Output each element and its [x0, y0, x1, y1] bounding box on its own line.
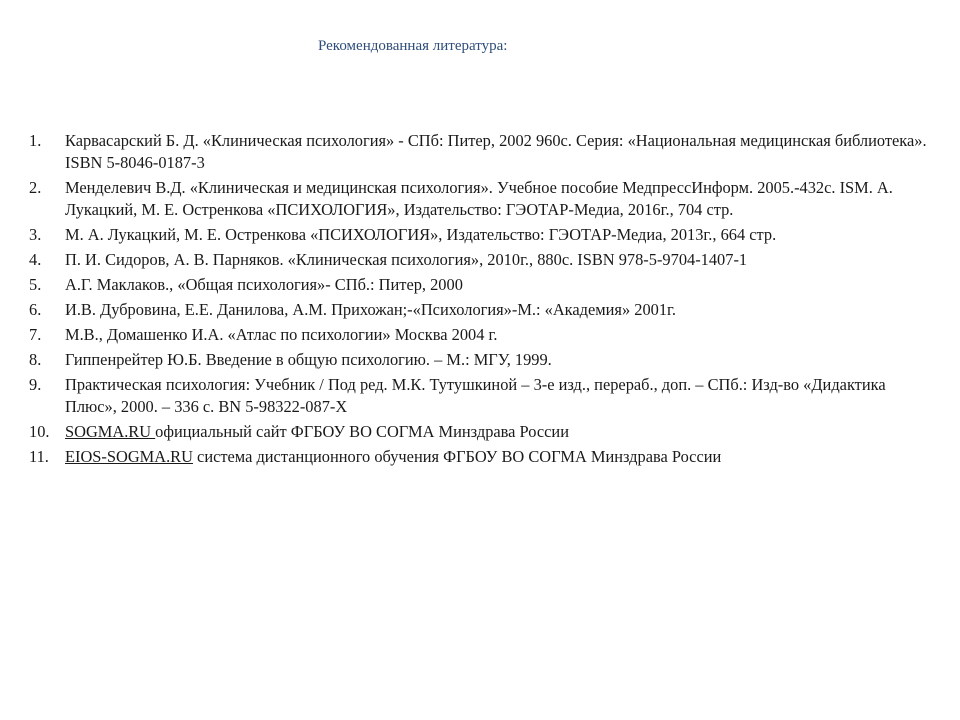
reference-number: 2. [29, 178, 42, 197]
reference-number: 11. [29, 447, 49, 466]
reference-link-description: официальный сайт ФГБОУ ВО СОГМА Минздрава России [155, 422, 569, 441]
reference-item-10 [29, 421, 929, 443]
reference-number: 5. [29, 275, 42, 294]
reference-item-7 [29, 324, 929, 346]
reference-item-1 [29, 130, 929, 174]
reference-text [65, 421, 929, 443]
reference-number: 8. [29, 350, 42, 369]
reference-number: 1. [29, 131, 42, 150]
reference-text: Гиппенрейтер Ю.Б. Введение в общую психологию. – М.: МГУ, 1999. [65, 350, 552, 369]
reference-text: Карвасарский Б. Д. «Клиническая психология» - СПб: Питер, 2002 960с. Серия: «Национальная медицинская библиотека». ISBN 5-8046-0187-3 [65, 131, 927, 172]
reference-item-2 [29, 177, 929, 221]
reference-item-6 [29, 299, 929, 321]
reference-text: И.В. Дубровина, Е.Е. Данилова, А.М. Прихожан;-«Психология»-М.: «Академия» 2001г. [65, 300, 677, 319]
reference-text: М. А. Лукацкий, М. Е. Остренкова «ПСИХОЛОГИЯ», Издательство: ГЭОТАР-Медиа, 2013г., 664 стр. [65, 225, 777, 244]
reference-number: 7. [29, 325, 42, 344]
reference-text [65, 446, 929, 468]
reference-item-4 [29, 249, 929, 271]
reference-text: А.Г. Маклаков., «Общая психология»- СПб.: Питер, 2000 [65, 275, 463, 294]
reference-text: Практическая психология: Учебник / Под ред. М.К. Тутушкиной – 3-е изд., перераб., доп. – СПб.: Изд-во «Дидактика Плюс», 2000. – 336 с. BN 5-98322-087-X [65, 375, 886, 416]
reference-item-3 [29, 224, 929, 246]
page-title: Рекомендованная литература: [318, 38, 508, 54]
reference-number: 9. [29, 375, 42, 394]
reference-text: П. И. Сидоров, А. В. Парняков. «Клиническая психология», 2010г., 880с. ISBN 978-5-9704-1407-1 [65, 250, 748, 269]
reference-list [29, 130, 929, 471]
reference-number: 3. [29, 225, 42, 244]
sogma-website-link[interactable]: SOGMA.RU [65, 422, 156, 441]
reference-text: Менделевич В.Д. «Клиническая и медицинская психология». Учебное пособие МедпрессИнформ. 2005.-432с. ISM. А. Лукацкий, М. Е. Остренкова «ПСИХОЛОГИЯ», Издательство: ГЭОТАР-Медиа, 2016г., 704 стр. [65, 178, 893, 219]
reference-number: 4. [29, 250, 42, 269]
reference-link-description: система дистанционного обучения ФГБОУ ВО СОГМА Минздрава России [192, 447, 722, 466]
reference-item-8 [29, 349, 929, 371]
reference-number: 6. [29, 300, 42, 319]
reference-item-5 [29, 274, 929, 296]
eios-sogma-link[interactable]: EIOS-SOGMA.RU [65, 447, 193, 466]
reference-number: 10. [29, 422, 50, 441]
reference-text: М.В., Домашенко И.А. «Атлас по психологии» Москва 2004 г. [65, 325, 498, 344]
reference-item-11 [29, 446, 929, 468]
reference-item-9 [29, 374, 929, 418]
